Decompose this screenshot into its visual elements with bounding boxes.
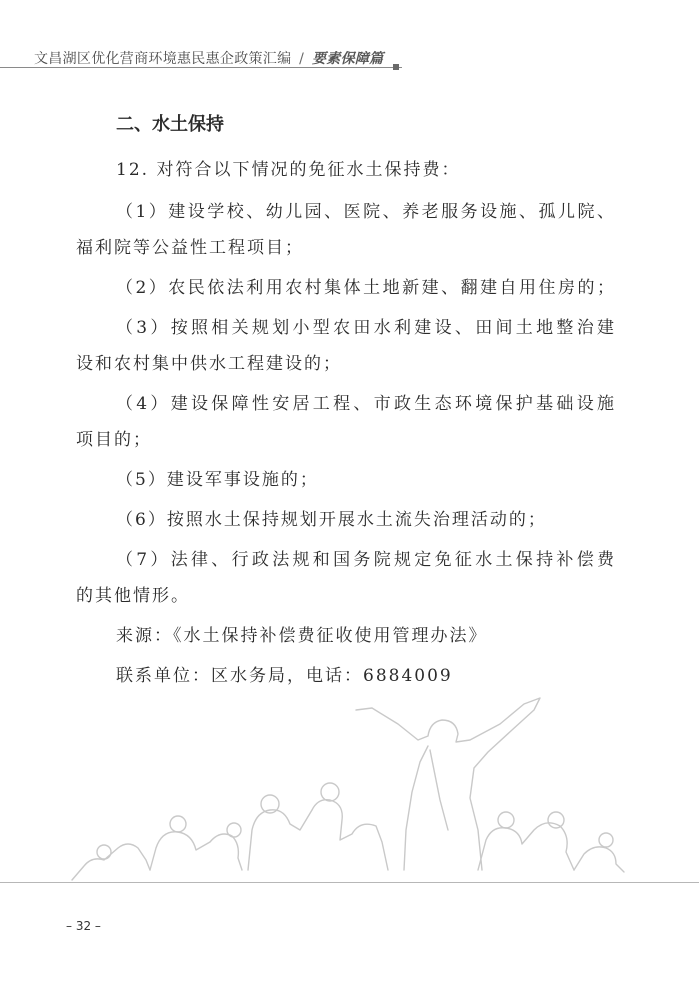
clause-3-line-1: （3）按照相关规划小型农田水利建设、田间土地整治建 (116, 318, 616, 338)
crowd-illustration (0, 680, 699, 890)
head-outline-4 (498, 812, 514, 828)
page-number: – 32 – (66, 919, 101, 933)
running-header (34, 48, 383, 68)
right-figure-outline-2 (574, 847, 624, 872)
footer-rule (0, 882, 699, 883)
header-section: 要素保障篇 (311, 51, 384, 67)
clause-4-line-1: （4）建设保障性安居工程、市政生态环境保护基础设施 (116, 394, 616, 414)
left-figure-outline-1 (248, 800, 388, 870)
clause-7-line-1: （7）法律、行政法规和国务院规定免征水土保持补偿费 (116, 550, 616, 570)
head-outline-1 (170, 816, 186, 832)
header-title: 文昌湖区优化营商环境惠民惠企政策汇编 (34, 51, 292, 67)
head-outline-5 (548, 812, 564, 828)
clause-6: （6）按照水土保持规划开展水土流失治理活动的； (116, 510, 547, 530)
header-rule (0, 67, 402, 68)
header-rule-marker (393, 64, 399, 70)
contact-line: 联系单位：区水务局，电话：6884009 (116, 666, 453, 686)
source-line: 来源：《水土保持补偿费征收使用管理办法》 (116, 626, 488, 646)
head-outline-7 (97, 845, 111, 859)
clause-5: （5）建设军事设施的； (116, 470, 319, 490)
head-outline-8 (227, 823, 241, 837)
head-outline-3 (321, 783, 339, 801)
cheering-figure-outline (356, 698, 540, 870)
clause-2: （2）农民依法利用农村集体土地新建、翻建自用住房的； (116, 278, 616, 298)
item-title: 12. 对符合以下情况的免征水土保持费： (116, 160, 461, 180)
clause-4-line-2: 项目的； (76, 430, 152, 450)
section-heading: 二、水土保持 (116, 114, 224, 135)
clause-1-line-1: （1）建设学校、幼儿园、医院、养老服务设施、孤儿院、 (116, 202, 616, 222)
clause-3-line-2: 设和农村集中供水工程建设的； (76, 354, 342, 374)
clause-7-line-2: 的其他情形。 (76, 586, 190, 606)
header-separator: / (299, 51, 305, 67)
right-figure-outline-1 (478, 823, 574, 870)
head-outline-6 (599, 833, 613, 847)
left-figure-outline-2 (150, 832, 242, 870)
clause-1-line-2: 福利院等公益性工程项目； (76, 238, 304, 258)
